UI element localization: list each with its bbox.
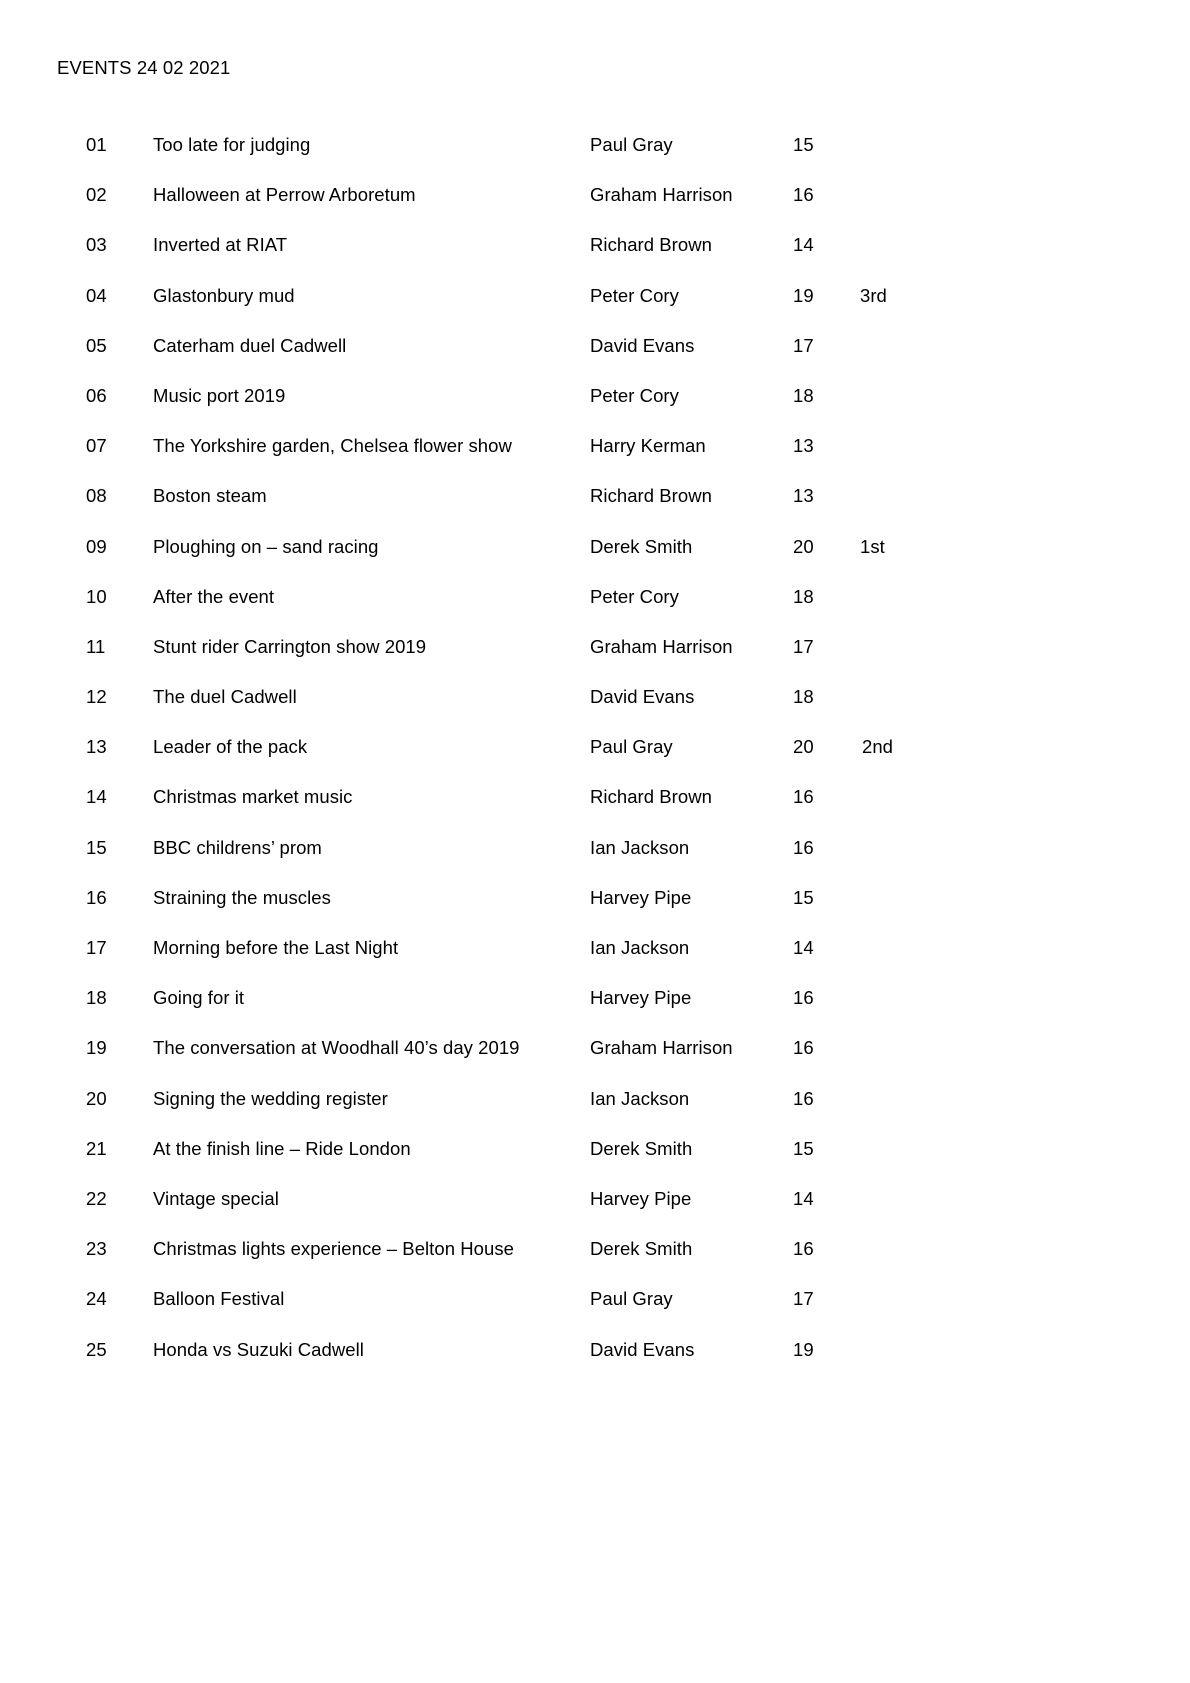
entry-number: 15	[86, 836, 107, 858]
entry-number: 04	[86, 284, 107, 306]
entry-author: Peter Cory	[590, 284, 679, 306]
entry-score: 20	[793, 736, 814, 758]
table-row	[0, 785, 1190, 835]
entry-number: 19	[86, 1037, 107, 1059]
entry-score: 16	[793, 184, 814, 206]
table-row	[0, 886, 1190, 936]
entry-title: Music port 2019	[153, 384, 286, 406]
entry-title: Halloween at Perrow Arboretum	[153, 184, 416, 206]
entry-number: 09	[86, 535, 107, 557]
entry-score: 16	[793, 987, 814, 1009]
table-row	[0, 685, 1190, 735]
entry-award: 2nd	[862, 736, 894, 758]
entry-score: 15	[793, 886, 814, 908]
entry-title: Too late for judging	[153, 134, 311, 155]
entry-score: 14	[793, 234, 814, 256]
table-row	[0, 735, 1190, 785]
entry-author: Ian Jackson	[590, 1087, 690, 1109]
entry-author: Derek Smith	[590, 1137, 693, 1159]
table-row	[0, 183, 1190, 233]
entry-title: At the finish line – Ride London	[153, 1137, 411, 1159]
entry-score: 20	[793, 535, 814, 557]
entry-author: Paul Gray	[590, 736, 673, 758]
entry-author: Richard Brown	[590, 234, 712, 256]
entry-score: 15	[793, 1137, 814, 1159]
page-title: EVENTS 24 02 2021	[57, 57, 231, 78]
entry-title: Leader of the pack	[153, 736, 308, 758]
entry-author: Graham Harrison	[590, 635, 733, 657]
entry-author: Ian Jackson	[590, 937, 690, 958]
entry-author: Harry Kerman	[590, 435, 706, 457]
entry-number: 01	[86, 134, 107, 155]
entry-number: 25	[86, 1338, 107, 1360]
entry-author: Peter Cory	[590, 384, 679, 406]
table-row	[0, 1036, 1190, 1086]
entry-number: 03	[86, 234, 107, 256]
table-row	[0, 936, 1190, 986]
table-row	[0, 836, 1190, 886]
entry-score: 16	[793, 1037, 814, 1059]
entry-title: The duel Cadwell	[153, 686, 297, 708]
entry-number: 21	[86, 1137, 107, 1159]
entry-title: Honda vs Suzuki Cadwell	[153, 1338, 364, 1360]
table-row	[0, 535, 1190, 585]
entry-score: 13	[793, 485, 814, 507]
entry-author: David Evans	[590, 686, 695, 708]
entry-title: The conversation at Woodhall 40’s day 2019	[153, 1037, 520, 1059]
entry-author: David Evans	[590, 334, 695, 356]
entry-number: 20	[86, 1087, 107, 1109]
entry-award: 1st	[860, 535, 885, 557]
entry-author: Richard Brown	[590, 485, 712, 507]
entry-author: Harvey Pipe	[590, 987, 692, 1009]
entry-title: Going for it	[153, 987, 245, 1009]
table-row	[0, 384, 1190, 434]
entry-author: Harvey Pipe	[590, 886, 692, 908]
entry-author: Graham Harrison	[590, 184, 733, 206]
table-row	[0, 484, 1190, 534]
entry-score: 16	[793, 786, 814, 808]
table-row	[0, 434, 1190, 484]
entry-author: David Evans	[590, 1338, 695, 1360]
table-row	[0, 585, 1190, 635]
entry-title: Balloon Festival	[153, 1288, 285, 1310]
entry-number: 08	[86, 485, 107, 507]
entry-number: 10	[86, 585, 107, 607]
entry-author: Graham Harrison	[590, 1037, 733, 1059]
table-row	[0, 1087, 1190, 1137]
entry-score: 17	[793, 334, 814, 356]
entry-title: After the event	[153, 585, 275, 607]
entry-score: 13	[793, 435, 814, 457]
entry-number: 22	[86, 1187, 107, 1209]
entry-award: 3rd	[860, 284, 887, 306]
entry-author: Derek Smith	[590, 1238, 693, 1260]
entry-number: 23	[86, 1238, 107, 1260]
entry-title: Signing the wedding register	[153, 1087, 388, 1109]
table-row	[0, 284, 1190, 334]
entry-number: 06	[86, 384, 107, 406]
entry-author: Derek Smith	[590, 535, 693, 557]
entry-score: 16	[793, 836, 814, 858]
entry-author: Paul Gray	[590, 1288, 673, 1310]
entry-title: Christmas market music	[153, 786, 353, 808]
entry-title: Straining the muscles	[153, 886, 331, 908]
entry-title: Caterham duel Cadwell	[153, 334, 347, 356]
entry-title: Christmas lights experience – Belton House	[153, 1238, 514, 1260]
table-row	[0, 986, 1190, 1036]
entry-author: Peter Cory	[590, 585, 679, 607]
table-row	[0, 1338, 1190, 1388]
entry-number: 02	[86, 184, 107, 206]
entry-title: Stunt rider Carrington show 2019	[153, 635, 427, 657]
entry-score: 18	[793, 585, 814, 607]
entry-score: 18	[793, 384, 814, 406]
entry-number: 18	[86, 987, 107, 1009]
entry-author: Richard Brown	[590, 786, 712, 808]
entry-title: Vintage special	[153, 1187, 279, 1209]
table-row	[0, 1287, 1190, 1337]
entry-score: 19	[793, 284, 814, 306]
entry-title: BBC childrens’ prom	[153, 836, 322, 858]
entry-score: 14	[793, 937, 814, 958]
entry-author: Harvey Pipe	[590, 1187, 692, 1209]
entry-number: 13	[86, 736, 107, 758]
table-row	[0, 635, 1190, 685]
table-row	[0, 1137, 1190, 1187]
entry-title: Morning before the Last Night	[153, 937, 399, 958]
entry-number: 11	[86, 635, 106, 657]
entry-score: 16	[793, 1087, 814, 1109]
entry-title: Inverted at RIAT	[153, 234, 288, 256]
table-row	[0, 1237, 1190, 1287]
entry-author: Paul Gray	[590, 134, 673, 155]
entry-number: 16	[86, 886, 107, 908]
entry-number: 17	[86, 937, 107, 958]
entry-title: Glastonbury mud	[153, 284, 295, 306]
entries-list	[0, 133, 1190, 1388]
entry-title: The Yorkshire garden, Chelsea flower show	[153, 435, 512, 457]
entry-score: 17	[793, 635, 814, 657]
entry-number: 05	[86, 334, 107, 356]
entry-score: 15	[793, 134, 814, 155]
table-row	[0, 233, 1190, 283]
entry-number: 24	[86, 1288, 107, 1310]
entry-number: 07	[86, 435, 107, 457]
table-row	[0, 334, 1190, 384]
table-row	[0, 133, 1190, 183]
entry-score: 18	[793, 686, 814, 708]
entry-title: Ploughing on – sand racing	[153, 535, 379, 557]
entry-score: 14	[793, 1187, 814, 1209]
entry-score: 17	[793, 1288, 814, 1310]
entry-number: 14	[86, 786, 107, 808]
entry-score: 19	[793, 1338, 814, 1360]
entry-number: 12	[86, 686, 107, 708]
entry-author: Ian Jackson	[590, 836, 690, 858]
entry-score: 16	[793, 1238, 814, 1260]
entry-title: Boston steam	[153, 485, 267, 507]
table-row	[0, 1187, 1190, 1237]
